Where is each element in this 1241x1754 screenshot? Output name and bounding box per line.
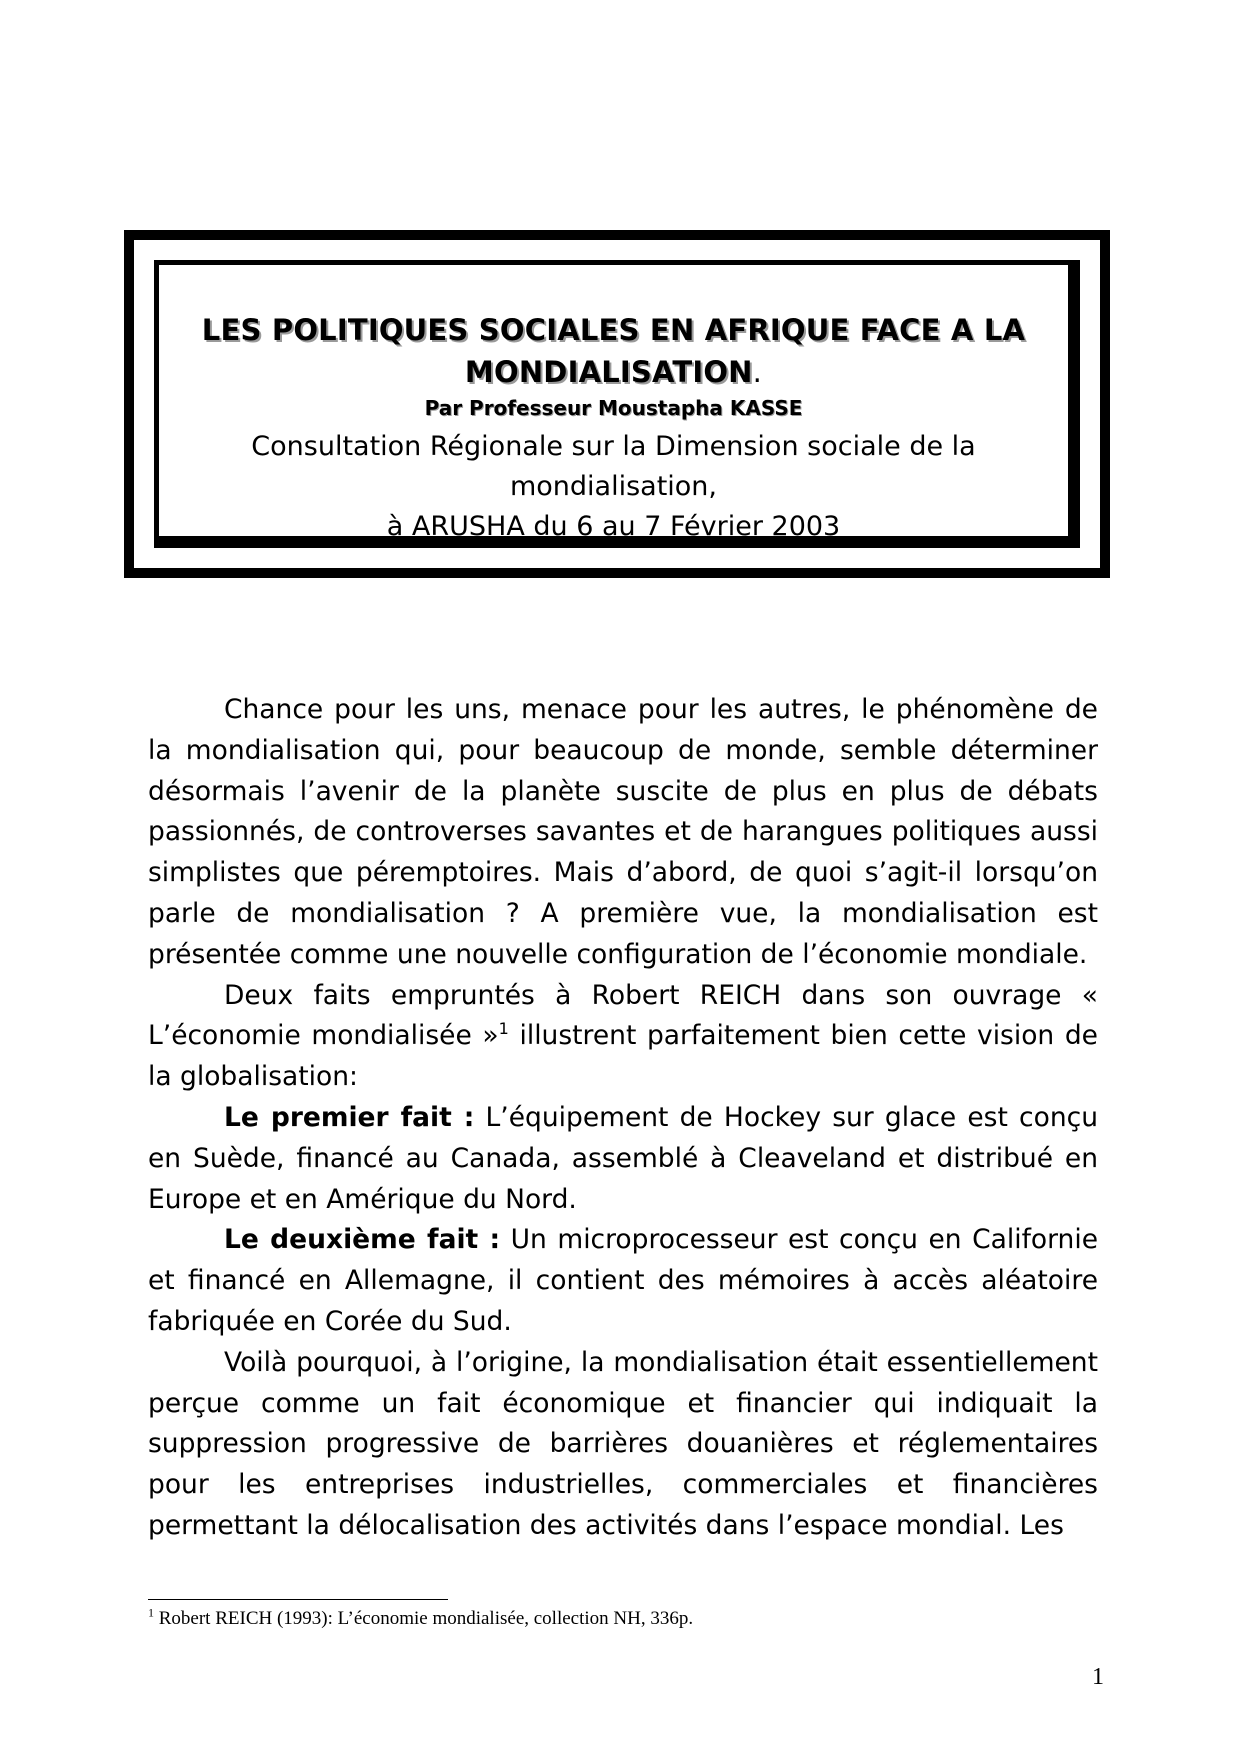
paragraph-2: Deux faits empruntés à Robert REICH dans son ouvrage « L’économie mondialisée »$^1$ illustrent parfaitement bien cette vision de la globalisation: — [148, 979, 1098, 1093]
title-box — [159, 265, 1068, 542]
document-title: LES POLITIQUES SOCIALES EN AFRIQUE FACE A LA MONDIALISATION. — [201, 313, 1026, 389]
title-frame — [124, 230, 1110, 578]
event-line-2: à ARUSHA du 6 au 7 Février 2003 — [386, 511, 841, 542]
footnote-number: 1 — [148, 1605, 154, 1620]
footnote-reference[interactable]: 1 — [498, 1019, 509, 1039]
event-line-1: Consultation Régionale sur la Dimension sociale de la mondialisation, — [251, 431, 976, 502]
page-number: 1 — [1092, 1664, 1104, 1690]
footnote-divider — [148, 1599, 448, 1600]
footnote: $^1$ Robert REICH (1993): L’économie mondialisée, collection NH, 336p. — [148, 1605, 694, 1629]
author-line: Par Professeur Moustapha KASSE — [424, 396, 803, 420]
paragraph-1: Chance pour les uns, menace pour les autres, le phénomène de la mondialisation qui, pour beaucoup de monde, semble déterminer désormais l’avenir de la planète suscite de plus en plus de débats passionnés, de controverses savantes et de harangues politiques aussi simplistes que péremptoires. Mais d’abord, de quoi s’agit-il lorsqu’on parle de mondialisation ? A première vue, la mondialisation est présentée comme une nouvelle configuration de l’économie mondiale. — [148, 694, 1098, 970]
fact-label-1: Le premier fait : — [224, 1101, 475, 1133]
body-text — [148, 690, 1098, 1547]
fact-label-2: Le deuxième fait : — [224, 1224, 501, 1256]
paragraph-5: Voilà pourquoi, à l’origine, la mondialisation était essentiellement perçue comme un fait économique et financier qui indiquait la suppression progressive de barrières douanières et réglementaires pour les entreprises industrielles, commerciales et financières permettant la délocalisation des activités dans l’espace mondial. Les — [148, 1346, 1098, 1541]
paragraph-4: Le deuxième fait : Un microprocesseur est conçu en Californie et financé en Allemagne, il contient des mémoires à accès aléatoire fabriquée en Corée du Sud. — [148, 1224, 1099, 1337]
paragraph-3: Le premier fait : L’équipement de Hockey sur glace est conçu en Suède, financé au Canada, assemblé à Cleaveland et distribué en Europe et en Amérique du Nord. — [148, 1101, 1099, 1215]
